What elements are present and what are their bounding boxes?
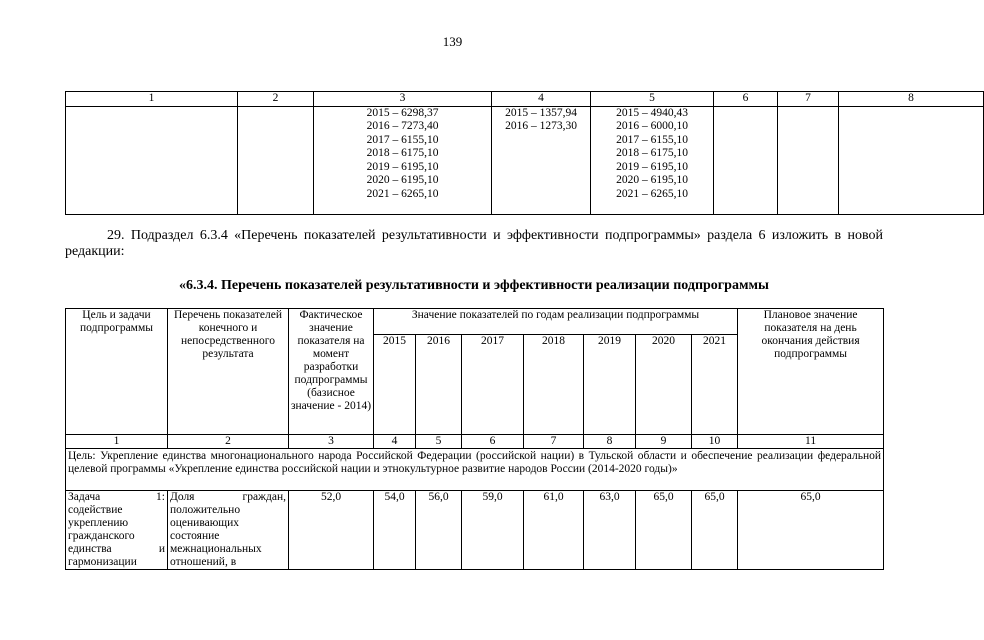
- column-number: 9: [636, 435, 692, 449]
- column-number: 7: [778, 92, 839, 107]
- column-number: 7: [524, 435, 584, 449]
- header-year: 2020: [636, 335, 692, 435]
- column-number: 11: [738, 435, 884, 449]
- column-number: 2: [168, 435, 289, 449]
- column-number: 6: [462, 435, 524, 449]
- column-number: 1: [66, 435, 168, 449]
- header-planned-value: Плановое значение показателя на день окончания действия подпрограммы: [738, 309, 884, 435]
- column-number: 5: [591, 92, 714, 107]
- continuation-table: [65, 91, 984, 215]
- page-number: 139: [442, 34, 463, 49]
- goal-description: Цель: Укрепление единства многонационального народа Российской Федерации (российской нации) в Тульской области и обеспечение реализации федеральной целевой программы «Укрепление единства российской нации и этнокультурное развитие народов России (2014-2020 годы)»: [66, 449, 884, 491]
- task-description: Задача 1: содействие укреплению гражданского единства и гармонизации: [66, 491, 168, 570]
- table-row: [66, 106, 984, 214]
- table-cell: [778, 106, 839, 214]
- table-cell: [238, 106, 314, 214]
- column-number: 1: [66, 92, 238, 107]
- column-number: 2: [238, 92, 314, 107]
- column-number: 4: [374, 435, 416, 449]
- column-number: 6: [714, 92, 778, 107]
- column-number: 5: [416, 435, 462, 449]
- goal-row: [66, 449, 884, 491]
- header-year: 2021: [692, 335, 738, 435]
- header-year: 2017: [462, 335, 524, 435]
- table-header-row: [66, 92, 984, 107]
- header-year: 2019: [584, 335, 636, 435]
- funding-by-year-source-1: 2015 – 1357,94 2016 – 1273,30: [492, 106, 591, 214]
- header-year: 2018: [524, 335, 584, 435]
- year-value: 65,0: [692, 491, 738, 570]
- year-value: 54,0: [374, 491, 416, 570]
- header-years-group: Значение показателей по годам реализации подпрограммы: [374, 309, 738, 335]
- column-number: 8: [584, 435, 636, 449]
- header-indicators: Перечень показателей конечного и непосредственного результата: [168, 309, 289, 435]
- year-value: 63,0: [584, 491, 636, 570]
- base-value: 52,0: [289, 491, 374, 570]
- table-cell: [839, 106, 984, 214]
- header-actual-value: Фактическое значение показателя на момент разработки подпрограммы (базисное значение - 2014): [289, 309, 374, 435]
- indicators-table: [65, 308, 884, 570]
- planned-value: 65,0: [738, 491, 884, 570]
- indicator-description: Доля граждан, положительно оценивающих состояние межнациональных отношений, в: [168, 491, 289, 570]
- table-header-row: [66, 309, 884, 335]
- year-value: 56,0: [416, 491, 462, 570]
- section-heading: «6.3.4. Перечень показателей результативности и эффективности реализации подпрограммы: [179, 278, 769, 293]
- table-row: [66, 491, 884, 570]
- header-goals: Цель и задачи подпрограммы: [66, 309, 168, 435]
- table-cell: [714, 106, 778, 214]
- column-number: 4: [492, 92, 591, 107]
- header-year: 2015: [374, 335, 416, 435]
- table-cell: [66, 106, 238, 214]
- year-value: 65,0: [636, 491, 692, 570]
- column-number: 8: [839, 92, 984, 107]
- column-number: 3: [314, 92, 492, 107]
- year-value: 61,0: [524, 491, 584, 570]
- amendment-paragraph: 29. Подраздел 6.3.4 «Перечень показателей результативности и эффективности подпрограммы» раздела 6 изложить в новой редакции:: [65, 228, 883, 259]
- column-number: 10: [692, 435, 738, 449]
- column-number: 3: [289, 435, 374, 449]
- header-year: 2016: [416, 335, 462, 435]
- funding-by-year-source-2: 2015 – 4940,43 2016 – 6000,10 2017 – 6155,10 2018 – 6175,10 2019 – 6195,10 2020 – 6195,10 2021 – 6265,10: [591, 106, 714, 214]
- year-value: 59,0: [462, 491, 524, 570]
- funding-by-year-total: 2015 – 6298,37 2016 – 7273,40 2017 – 6155,10 2018 – 6175,10 2019 – 6195,10 2020 – 6195,10 2021 – 6265,10: [314, 106, 492, 214]
- column-numbers-row: [66, 435, 884, 449]
